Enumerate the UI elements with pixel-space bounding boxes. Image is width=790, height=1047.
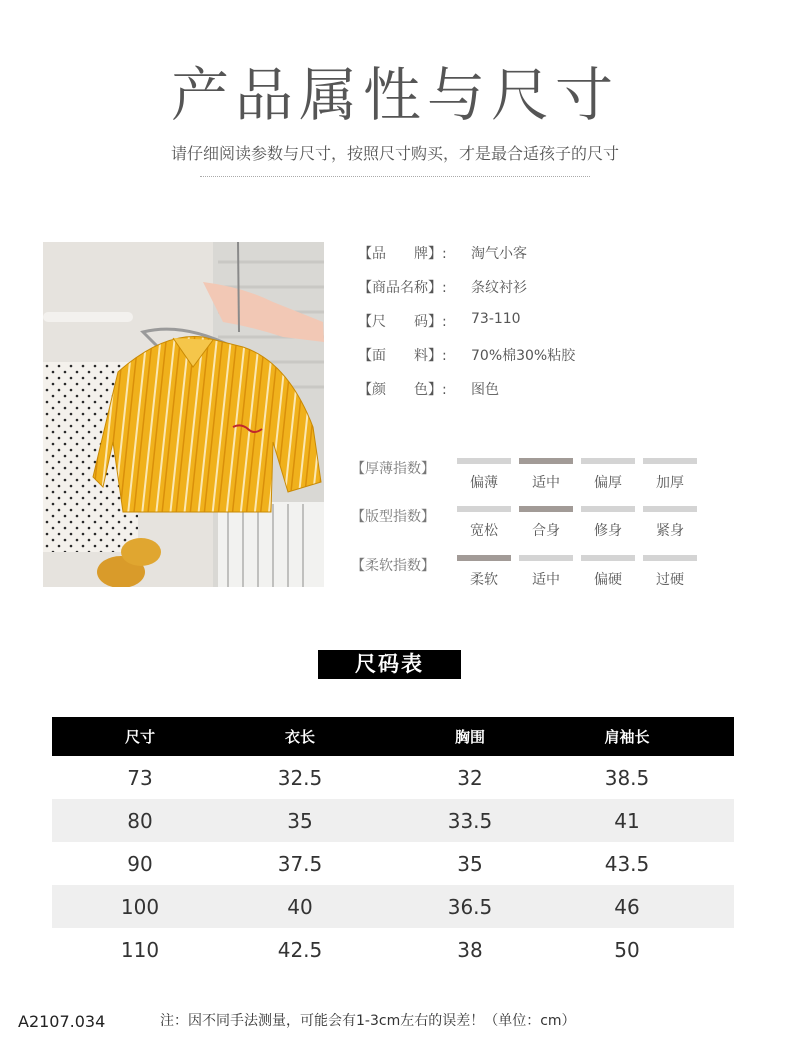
attribute-value: 70%棉30%粘胶: [471, 348, 576, 364]
attribute-row: [358, 345, 575, 379]
fit-bar-0: [457, 506, 511, 512]
attribute-row: [358, 311, 575, 345]
divider: [200, 176, 590, 177]
table-cell: 43.5: [604, 851, 650, 876]
softness-option: 过硬: [656, 572, 684, 588]
thickness-bar-3: [643, 458, 697, 464]
product-photo: [43, 242, 324, 587]
table-cell: 73: [127, 765, 153, 790]
table-header: [52, 717, 734, 756]
table-row: [52, 885, 734, 928]
attribute-value: 图色: [471, 382, 499, 398]
page-subtitle: 请仔细阅读参数与尺寸，按照尺寸购买，才是最合适孩子的尺寸: [170, 144, 619, 163]
thickness-bar-2: [581, 458, 635, 464]
attribute-key: 【品 牌】:: [358, 246, 447, 262]
table-row: [52, 928, 734, 971]
page-title: 产品属性与尺寸: [170, 61, 619, 129]
fit-option: 修身: [594, 523, 622, 539]
fit-bar-1: [519, 506, 573, 512]
thickness-option: 偏薄: [470, 475, 498, 491]
fit-bar-3: [643, 506, 697, 512]
attribute-row: [358, 277, 575, 311]
table-cell: 46: [614, 894, 640, 919]
table-cell: 36.5: [447, 894, 493, 919]
fit-option: 合身: [532, 523, 560, 539]
table-cell: 37.5: [277, 851, 323, 876]
table-cell: 80: [127, 808, 153, 833]
measurement-note: 注：因不同手法测量，可能会有1-3cm左右的误差！（单位：cm）: [160, 1013, 576, 1029]
table-row: [52, 799, 734, 842]
fit-bar-2: [581, 506, 635, 512]
fit-index-label: 【版型指数】: [351, 509, 435, 525]
softness-bar-1: [519, 555, 573, 561]
thickness-bar-0: [457, 458, 511, 464]
softness-index-label: 【柔软指数】: [351, 558, 435, 574]
attribute-key: 【尺 码】:: [358, 314, 447, 330]
table-cell: 32: [457, 765, 483, 790]
size-chart-title: 尺码表: [318, 650, 461, 679]
attribute-key: 【颜 色】:: [358, 382, 447, 398]
header-cell: 胸围: [454, 728, 485, 746]
softness-bar-2: [581, 555, 635, 561]
attribute-value: 淘气小客: [471, 246, 527, 262]
thickness-option: 加厚: [656, 475, 684, 491]
table-row: [52, 756, 734, 799]
table-cell: 33.5: [447, 808, 493, 833]
table-cell: 90: [127, 851, 153, 876]
thickness-bar-1: [519, 458, 573, 464]
softness-bar-0: [457, 555, 511, 561]
table-cell: 32.5: [277, 765, 323, 790]
table-cell: 42.5: [277, 937, 323, 962]
fit-option: 紧身: [656, 523, 684, 539]
table-cell: 35: [287, 808, 313, 833]
softness-option: 适中: [532, 572, 560, 588]
attribute-row: [358, 243, 575, 277]
softness-bar-3: [643, 555, 697, 561]
softness-option: 柔软: [470, 572, 498, 588]
thickness-option: 偏厚: [594, 475, 622, 491]
thickness-index-label: 【厚薄指数】: [351, 461, 435, 477]
attribute-row: [358, 379, 575, 413]
table-cell: 110: [120, 937, 160, 962]
attribute-value: 73-110: [471, 311, 521, 327]
attribute-list: [358, 243, 575, 413]
attribute-key: 【商品名称】:: [358, 280, 447, 296]
table-cell: 50: [614, 937, 640, 962]
header-cell: 衣长: [284, 728, 315, 746]
thickness-option: 适中: [532, 475, 560, 491]
header-cell: 肩袖长: [604, 728, 650, 746]
softness-option: 偏硬: [594, 572, 622, 588]
fit-option: 宽松: [470, 523, 498, 539]
table-cell: 35: [457, 851, 483, 876]
size-table: [52, 717, 734, 971]
table-row: [52, 842, 734, 885]
table-cell: 40: [287, 894, 313, 919]
table-cell: 38: [457, 937, 483, 962]
table-cell: 38.5: [604, 765, 650, 790]
table-cell: 41: [614, 808, 640, 833]
attribute-value: 条纹衬衫: [471, 280, 527, 296]
attribute-key: 【面 料】:: [358, 348, 447, 364]
header-cell: 尺寸: [124, 728, 155, 746]
product-code: A2107.034: [18, 1012, 106, 1031]
table-cell: 100: [120, 894, 160, 919]
